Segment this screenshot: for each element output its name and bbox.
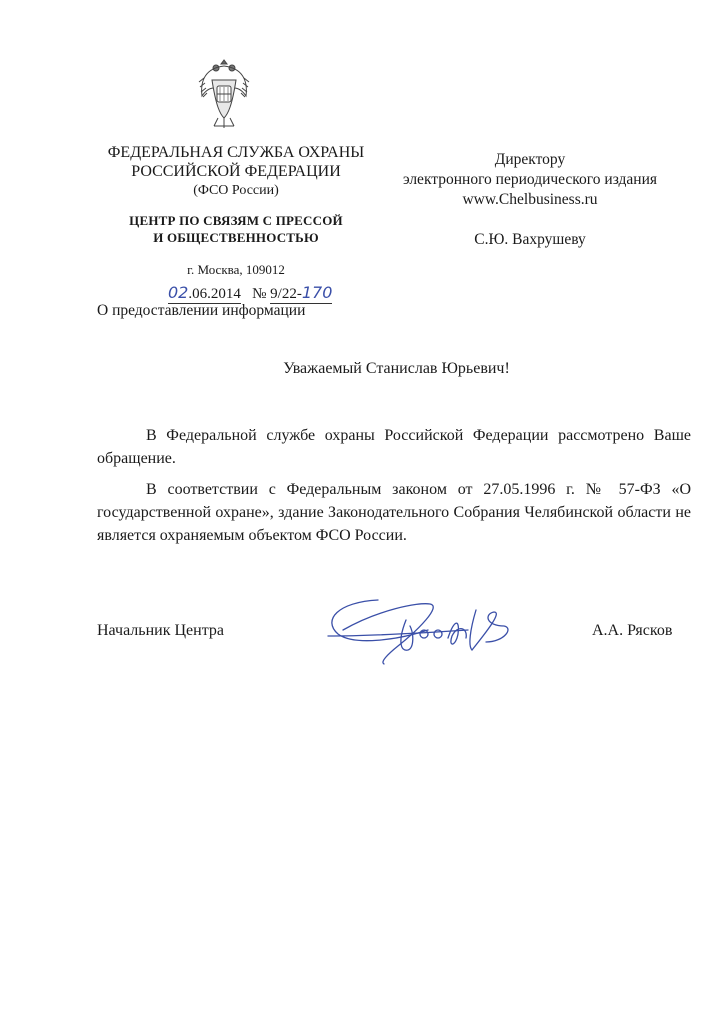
letter-body (97, 424, 691, 555)
date-printed: .06.2014 (188, 286, 241, 302)
date-field (168, 283, 241, 304)
signatory-name: А.А. Рясков (592, 622, 673, 639)
addressee-name: С.Ю. Вахрушеву (474, 231, 586, 248)
organization-header (96, 143, 376, 278)
paragraph-2: В соответствии с Федеральным законом от 27.05.1996 г. № 57-ФЗ «О государственной охране», здание Законодательного Собрания Челябинской области не является охраняемым объектом ФСО России. (97, 481, 691, 544)
addressee-block (380, 150, 680, 250)
addressee-line1: Директору (494, 151, 566, 168)
number-prefix: № (252, 286, 267, 302)
number-field (270, 283, 332, 304)
salutation: Уважаемый Станислав Юрьевич! (283, 360, 510, 377)
reference-line (168, 283, 332, 304)
city-postcode: г. Москва, 109012 (187, 262, 285, 277)
handwritten-signature (318, 590, 528, 670)
department-line2: И ОБЩЕСТВЕННОСТЬЮ (153, 230, 319, 245)
eagle-emblem-icon (196, 56, 252, 130)
date-handwritten: 02 (168, 283, 189, 302)
org-name-line1: ФЕДЕРАЛЬНАЯ СЛУЖБА ОХРАНЫ (107, 144, 365, 161)
paragraph-1: В Федеральной службе охраны Российской Федерации рассмотрено Ваше обращение. (97, 427, 691, 467)
department-line1: ЦЕНТР ПО СВЯЗЯМ С ПРЕССОЙ (129, 213, 343, 228)
signatory-title: Начальник Центра (97, 622, 224, 639)
subject-line: О предоставлении информации (97, 302, 306, 319)
department-name (96, 212, 376, 246)
number-handwritten: 170 (301, 283, 333, 302)
addressee-line2: электронного периодического издания (402, 171, 658, 188)
addressee-line3: www.Chelbusiness.ru (462, 191, 598, 208)
org-abbreviation: (ФСО России) (193, 183, 279, 198)
org-name-line2: РОССИЙСКОЙ ФЕДЕРАЦИИ (131, 163, 341, 180)
number-printed: 9/22- (270, 286, 302, 302)
